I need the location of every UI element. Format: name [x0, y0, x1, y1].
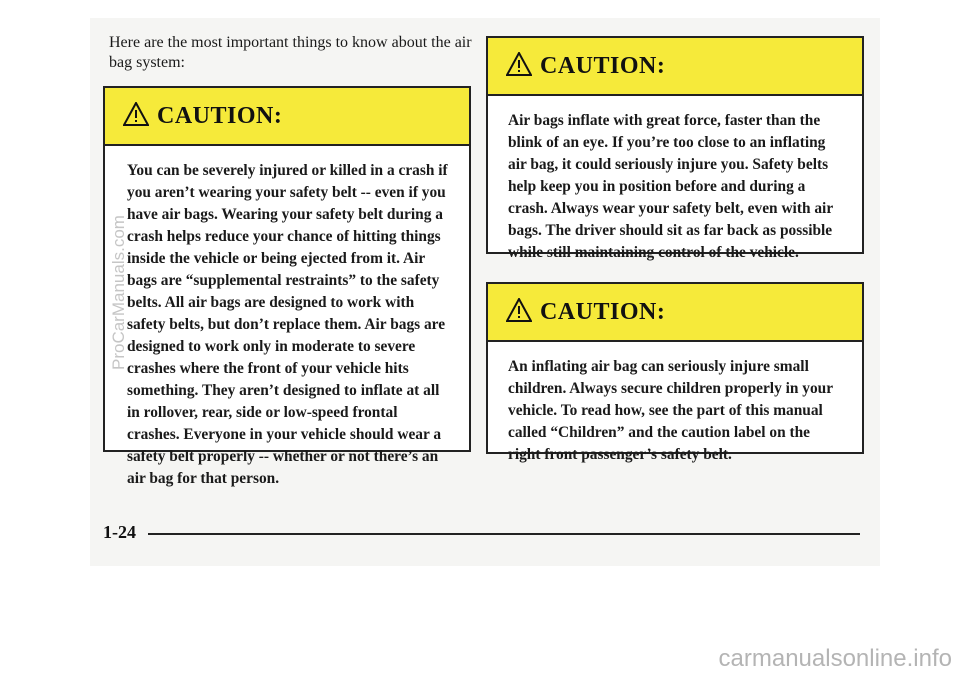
warning-triangle-icon — [506, 298, 532, 322]
caution-box-inflation-force — [486, 36, 864, 261]
caution-body-text: Air bags inflate with great force, faster than the blink of an eye. If you’re too close to an inflating air bag, it could seriously injure you. Safety belts help keep you in position before and during a crash. Always wear your safety belt, even with air bags. The driver should sit as far back as possible while still maintaining control of the vehicle. — [508, 112, 833, 261]
caution-box-seatbelt — [103, 86, 471, 487]
footer-rule — [148, 533, 860, 535]
caution-header — [488, 284, 862, 342]
intro-text: Here are the most important things to know about the air bag system: — [109, 34, 472, 71]
page-number: 1-24 — [103, 522, 136, 542]
warning-triangle-icon — [123, 102, 149, 126]
caution-label: CAUTION: — [157, 103, 283, 129]
warning-triangle-icon — [506, 52, 532, 76]
caution-body-text: You can be severely injured or killed in a crash if you aren’t wearing your safety belt -- even if you have air bags. Wearing your safety belt during a crash helps reduce your chance of hitting things inside the vehicle or being ejected from it. Air bags are “supplemental restraints” to the safety belts. All air bags are designed to work with safety belts, but don’t replace them. Air bags are designed to work only in moderate to severe crashes where the front of your vehicle hits something. They aren’t designed to inflate at all in rollover, rear, side or low-speed frontal crashes. Everyone in your vehicle should wear a safety belt properly -- whether or not there’s an air bag for that person. — [127, 162, 448, 487]
watermark-bottom: carmanualsonline.info — [718, 645, 952, 672]
caution-header — [488, 38, 862, 96]
caution-label: CAUTION: — [540, 53, 666, 79]
caution-body-text: An inflating air bag can seriously injure small children. Always secure children properly in your vehicle. To read how, see the part of this manual called “Children” and the caution label on the right front passenger’s safety belt. — [508, 358, 833, 463]
caution-label: CAUTION: — [540, 299, 666, 325]
caution-box-children — [486, 282, 864, 463]
caution-header — [105, 88, 469, 146]
watermark-side: ProCarManuals.com — [109, 215, 128, 370]
